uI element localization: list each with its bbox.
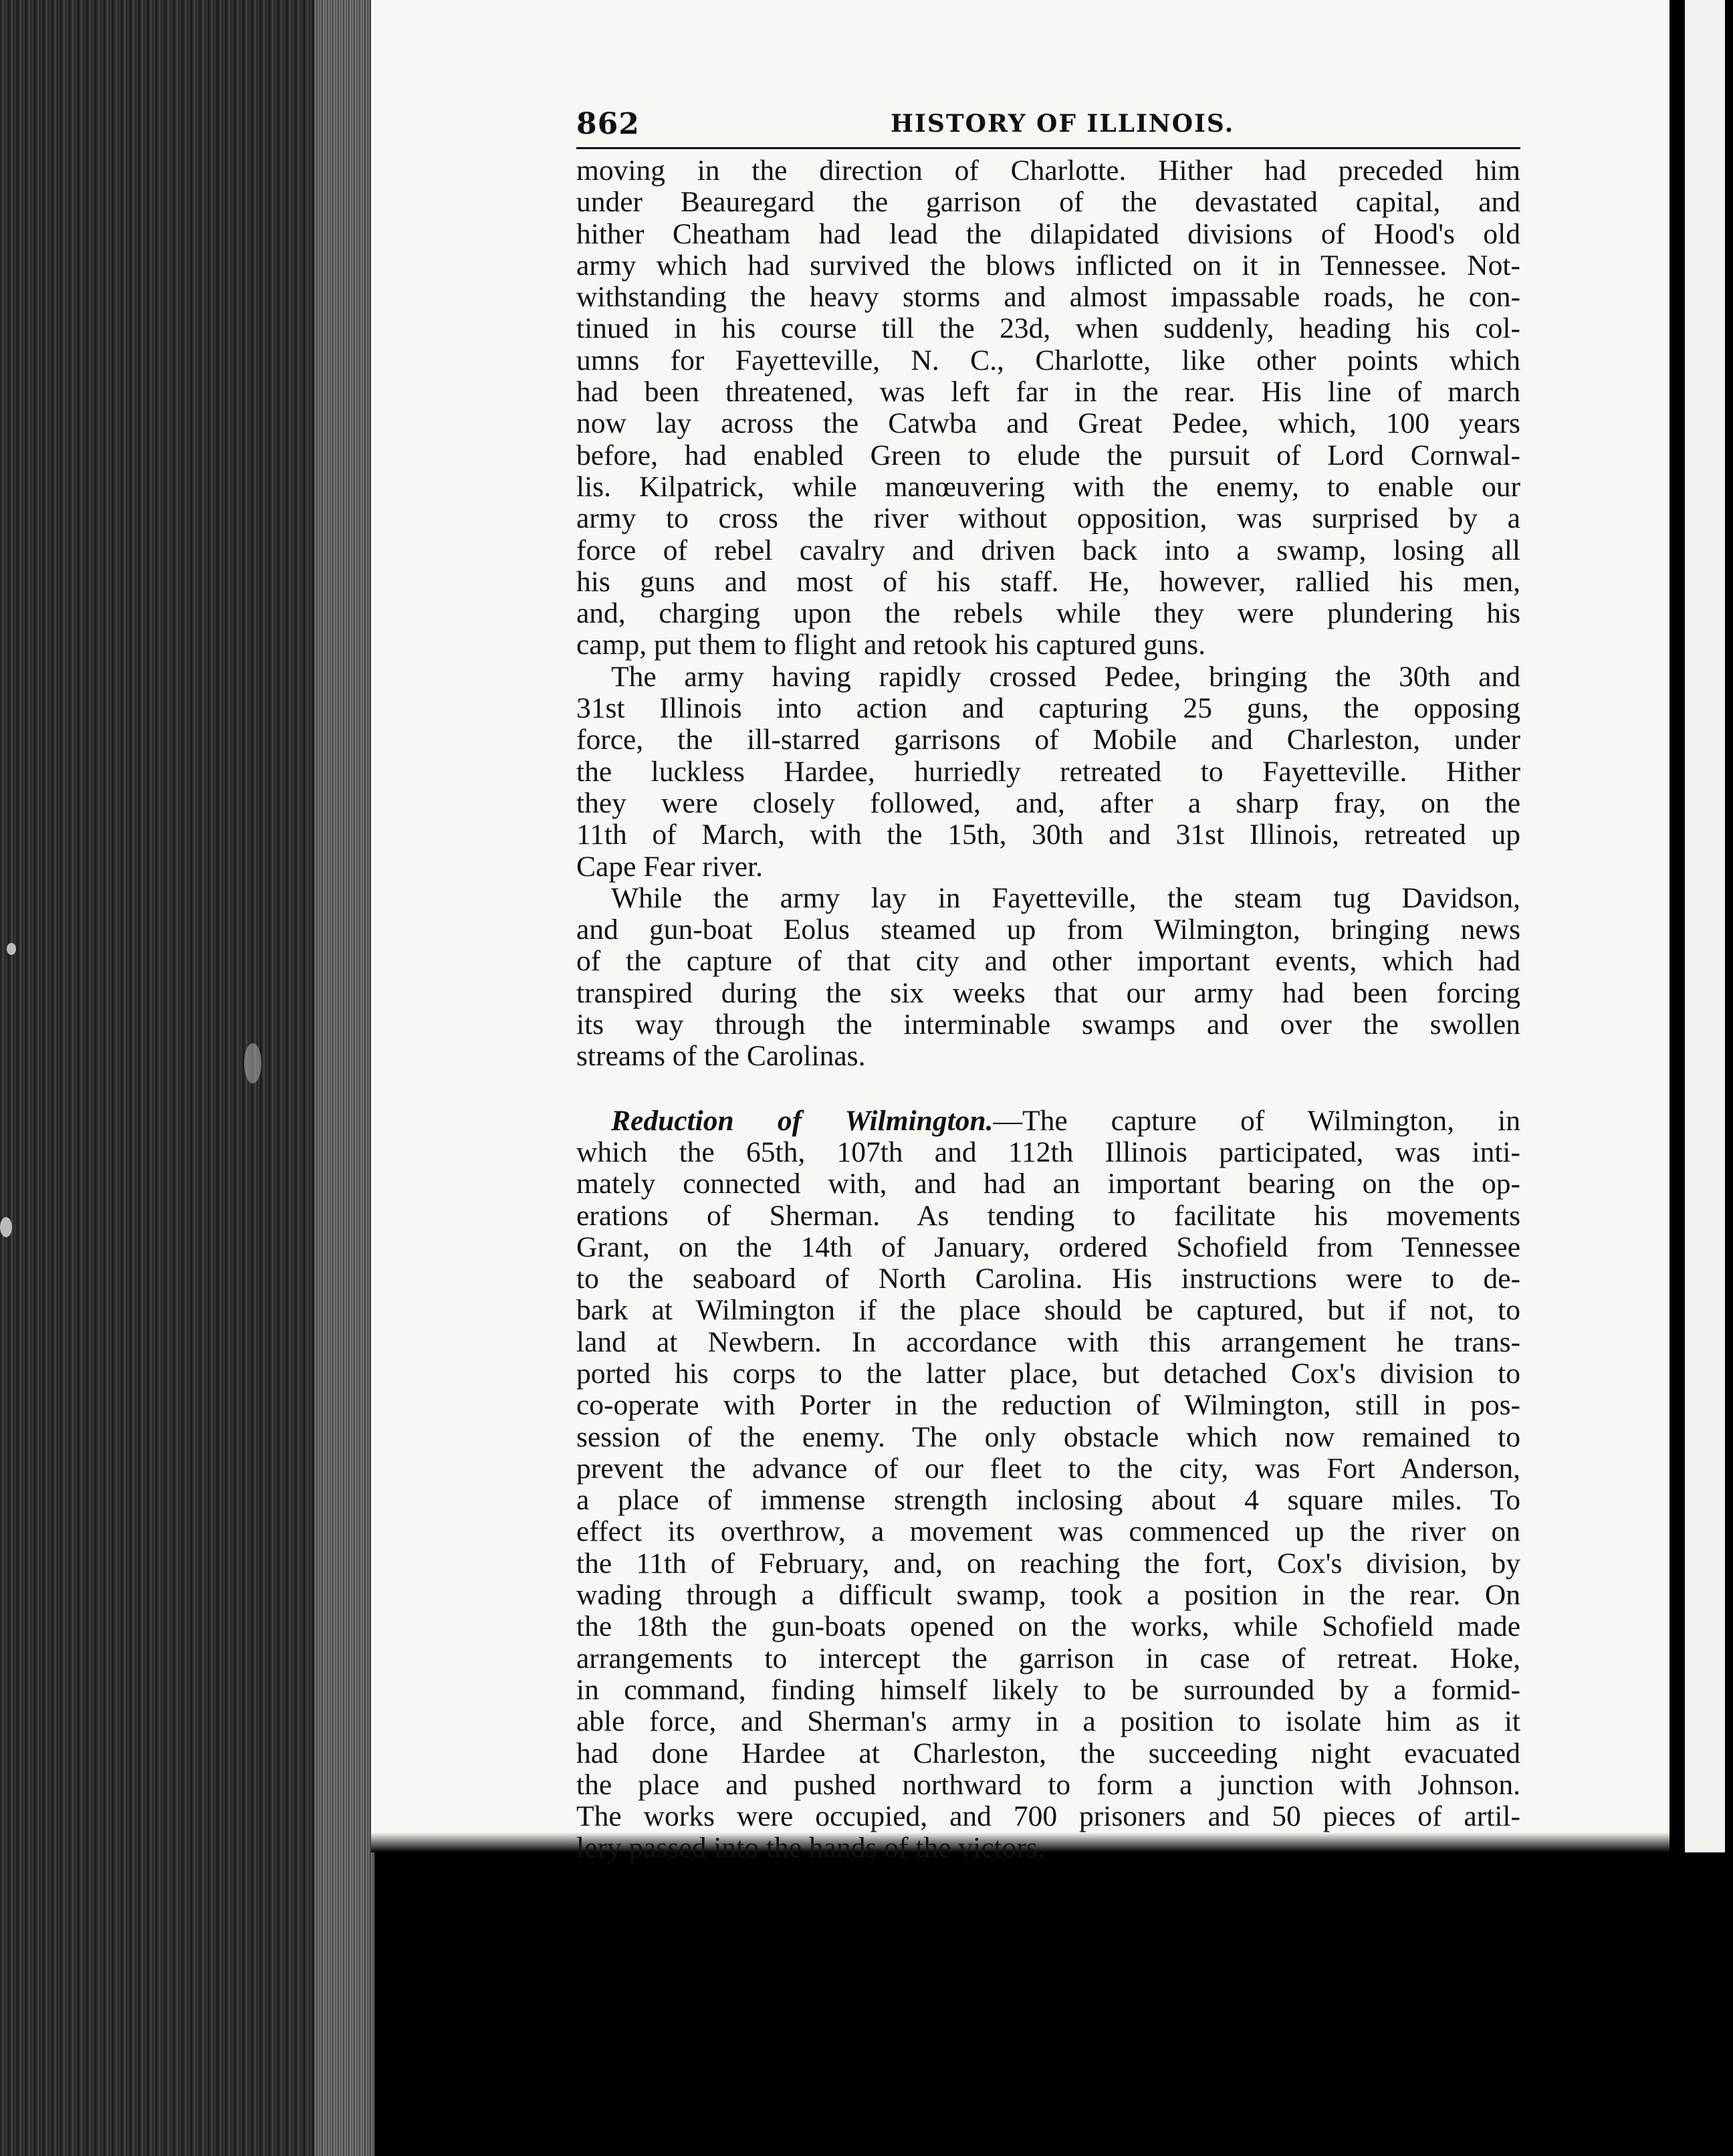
text-fragment: —The capture of Wilmington, in <box>993 1104 1520 1137</box>
text-line: to the seaboard of North Carolina. His instructions were to de- <box>576 1263 1520 1295</box>
text-line: hither Cheatham had lead the dilapidated divisions of Hood's old <box>576 217 1520 250</box>
text-line: session of the enemy. The only obstacle which now remained to <box>576 1420 1520 1453</box>
text-line: now lay across the Catwba and Great Pedee, which, 100 years <box>576 407 1520 440</box>
text-line: under Beauregard the garrison of the devastated capital, and <box>576 186 1520 219</box>
text-line: had done Hardee at Charleston, the succeeding night evacuated <box>576 1737 1520 1769</box>
text-line: army which had survived the blows inflicted on it in Tennessee. Not- <box>576 249 1520 282</box>
text-line: able force, and Sherman's army in a position to isolate him as it <box>576 1705 1520 1738</box>
paragraph <box>576 1105 1520 1864</box>
text-line: lery passed into the hands of the victors. <box>576 1832 1045 1864</box>
header-rule <box>576 147 1520 149</box>
text-line: transpired during the six weeks that our army had been forcing <box>576 976 1520 1009</box>
text-line: army to cross the river without opposition, was surprised by a <box>576 502 1520 535</box>
scan-speck <box>7 943 16 955</box>
text-line: 31st Illinois into action and capturing 25 guns, the opposing <box>576 692 1520 725</box>
scan-speck <box>0 1217 12 1237</box>
text-line: the 18th the gun-boats opened on the works, while Schofield made <box>576 1610 1520 1643</box>
section-gap <box>576 1073 1520 1105</box>
text-line: streams of the Carolinas. <box>576 1040 866 1073</box>
text-line: moving in the direction of Charlotte. Hither had preceded him <box>576 154 1520 187</box>
text-line: wading through a difficult swamp, took a position in the rear. On <box>576 1579 1520 1612</box>
running-title: HISTORY OF ILLINOIS. <box>891 110 1235 138</box>
text-line: 11th of March, with the 15th, 30th and 31st Illinois, retreated up <box>576 819 1520 851</box>
text-line: Grant, on the 14th of January, ordered Schofield from Tennessee <box>576 1230 1520 1263</box>
text-line: and gun-boat Eolus steamed up from Wilmington, bringing news <box>576 913 1520 946</box>
text-line: the luckless Hardee, hurriedly retreated to Fayetteville. Hither <box>576 755 1520 788</box>
text-line: they were closely followed, and, after a sharp fray, on the <box>576 786 1520 819</box>
text-line: before, had enabled Green to elude the pursuit of Lord Cornwal- <box>576 439 1520 471</box>
text-line: arrangements to intercept the garrison in case of retreat. Hoke, <box>576 1642 1520 1675</box>
body-text <box>576 155 1520 1864</box>
running-head <box>576 107 1520 147</box>
text-line: lis. Kilpatrick, while manœuvering with the enemy, to enable our <box>576 470 1520 503</box>
text-line: his guns and most of his staff. He, however, rallied his men, <box>576 565 1520 598</box>
text-line: force, the ill-starred garrisons of Mobile and Charleston, under <box>576 724 1520 756</box>
text-line: prevent the advance of our fleet to the city, was Fort Anderson, <box>576 1452 1520 1485</box>
text-line: ported his corps to the latter place, but detached Cox's division to <box>576 1357 1520 1390</box>
scan-speck <box>244 1043 261 1083</box>
text-line <box>576 1105 1520 1137</box>
text-line: of the capture of that city and other important events, which had <box>576 945 1520 978</box>
text-line: the place and pushed northward to form a junction with Johnson. <box>576 1768 1520 1801</box>
text-line: effect its overthrow, a movement was commenced up the river on <box>576 1515 1520 1548</box>
text-line: The army having rapidly crossed Pedee, bringing the 30th and <box>611 660 1520 693</box>
text-line: The works were occupied, and 700 prisoners and 50 pieces of artil- <box>576 1800 1520 1833</box>
text-line: tinued in his course till the 23d, when suddenly, heading his col- <box>576 312 1520 345</box>
section-lead-heading: Reduction of Wilmington. <box>611 1104 994 1137</box>
text-line: umns for Fayetteville, N. C., Charlotte, like other points which <box>576 344 1520 376</box>
paragraph <box>576 883 1520 1073</box>
page-number: 862 <box>576 107 640 141</box>
text-line: co-operate with Porter in the reduction of Wilmington, still in pos- <box>576 1389 1520 1422</box>
text-line: camp, put them to flight and retook his captured guns. <box>576 629 1206 661</box>
text-line: withstanding the heavy storms and almost impassable roads, he con- <box>576 281 1520 314</box>
text-line: force of rebel cavalry and driven back into a swamp, losing all <box>576 534 1520 566</box>
book-spine <box>0 0 364 2156</box>
text-line: land at Newbern. In accordance with this arrangement he trans- <box>576 1325 1520 1358</box>
paragraph <box>576 155 1520 661</box>
text-line: bark at Wilmington if the place should be captured, but if not, to <box>576 1294 1520 1327</box>
paragraph <box>576 661 1520 883</box>
text-line: a place of immense strength inclosing about 4 square miles. To <box>576 1484 1520 1517</box>
page-edges <box>314 0 374 2156</box>
text-line: the 11th of February, and, on reaching the fort, Cox's division, by <box>576 1547 1520 1580</box>
text-line: had been threatened, was left far in the rear. His line of march <box>576 376 1520 409</box>
text-line: mately connected with, and had an important bearing on the op- <box>576 1168 1520 1200</box>
text-line: While the army lay in Fayetteville, the steam tug Davidson, <box>611 881 1520 914</box>
text-line: erations of Sherman. As tending to facilitate his movements <box>576 1199 1520 1232</box>
text-line: in command, finding himself likely to be surrounded by a formid- <box>576 1673 1520 1706</box>
next-page-sliver <box>1685 0 1725 1852</box>
text-line: and, charging upon the rebels while they were plundering his <box>576 597 1520 630</box>
text-line: its way through the interminable swamps and over the swollen <box>576 1008 1520 1041</box>
text-line: which the 65th, 107th and 112th Illinois participated, was inti- <box>576 1136 1520 1168</box>
text-line: Cape Fear river. <box>576 850 764 883</box>
